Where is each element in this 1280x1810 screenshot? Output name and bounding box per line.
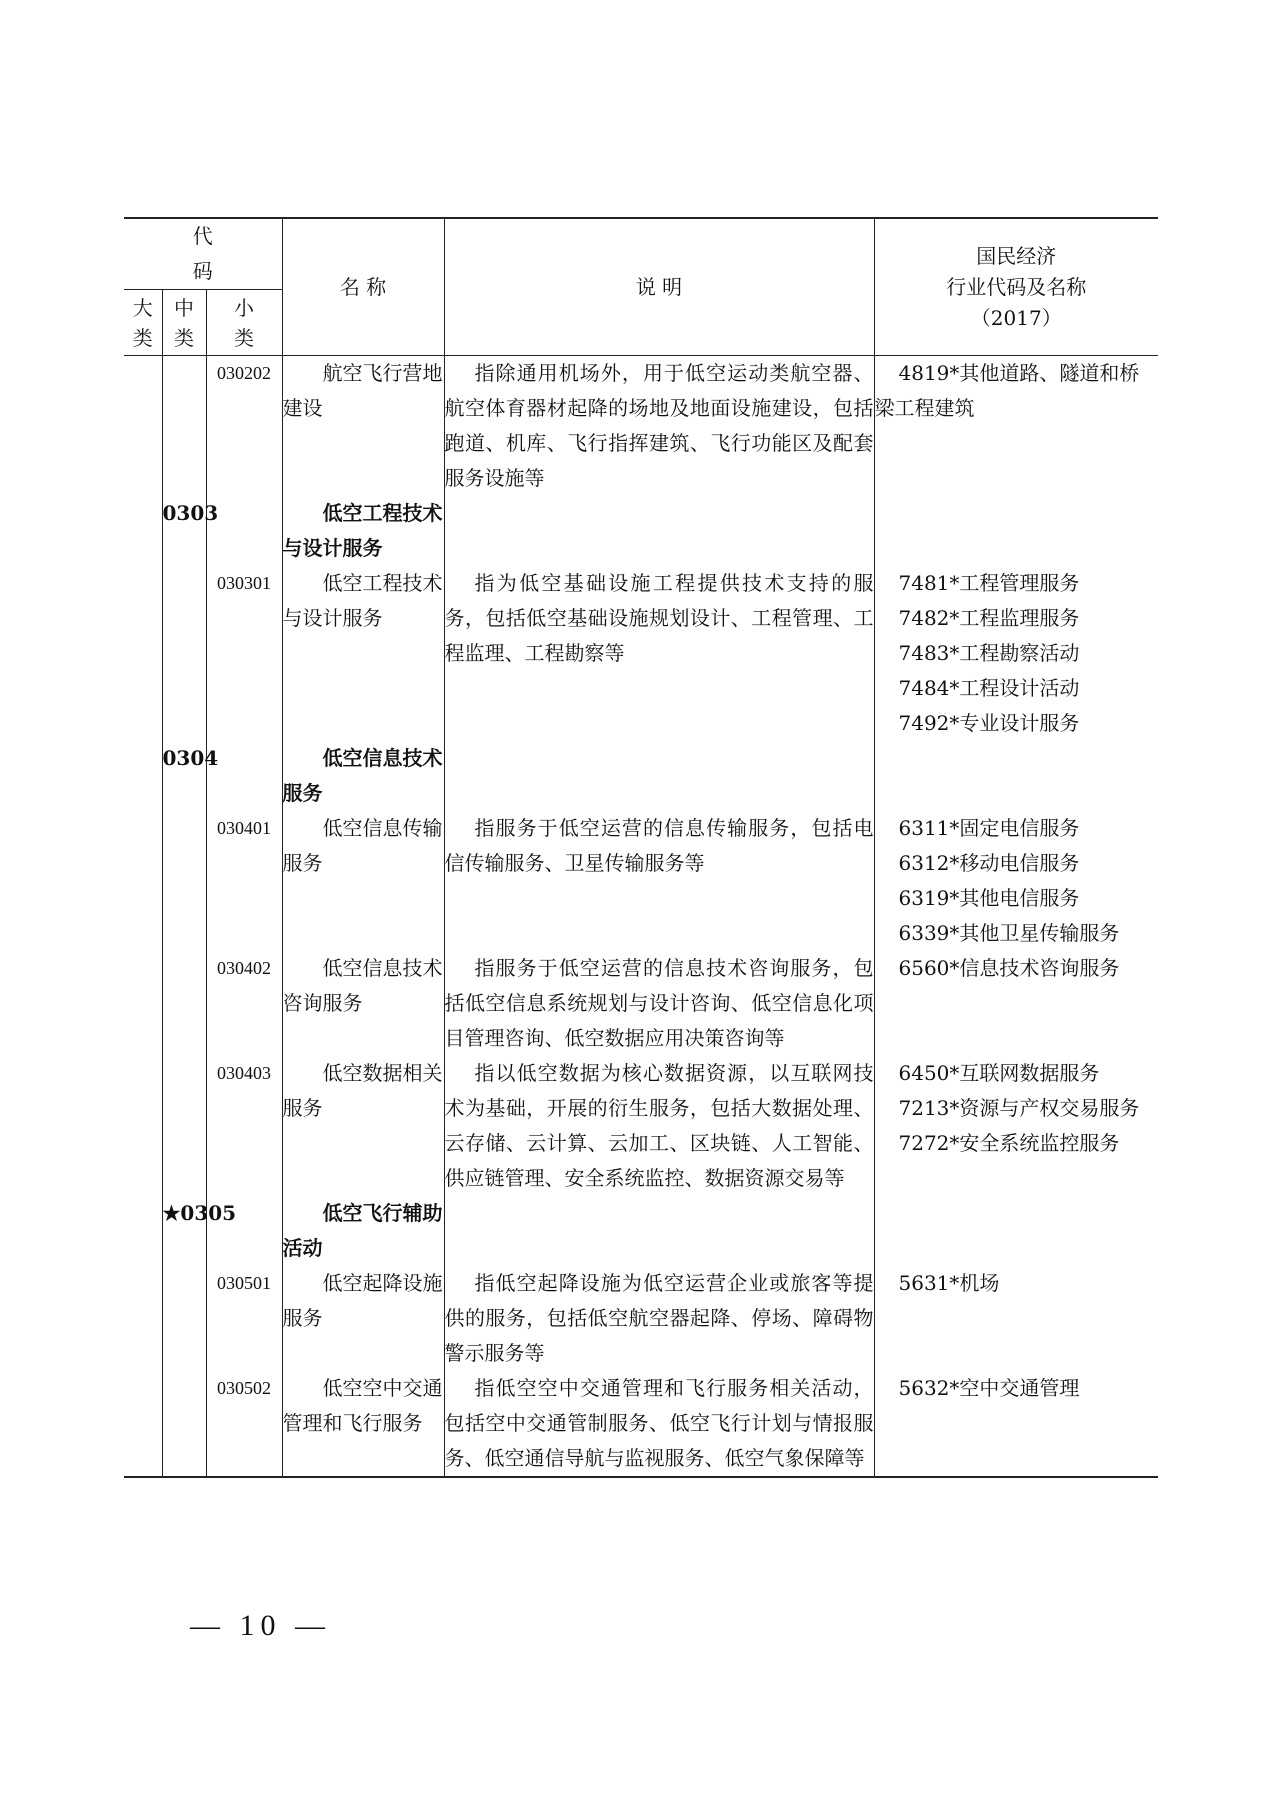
header-code: 代 码 — [124, 218, 282, 290]
econ-code-line: 7213*资源与产权交易服务 — [898, 1096, 1140, 1120]
header-econ-line3: （2017） — [970, 305, 1062, 330]
header-big-category — [124, 290, 162, 356]
cell-small-code: 030301 — [206, 566, 282, 741]
cell-name: 低空空中交通管理和飞行服务 — [282, 1371, 444, 1477]
header-mid-label: 中 类 — [174, 295, 194, 350]
header-econ — [874, 218, 1158, 356]
econ-code-line: 7482*工程监理服务 — [898, 606, 1080, 630]
cell-big-category — [124, 951, 162, 1056]
cell-small-code: 030402 — [206, 951, 282, 1056]
econ-code-line: 6339*其他卫星传输服务 — [898, 921, 1120, 945]
cell-name: 低空信息技术咨询服务 — [282, 951, 444, 1056]
econ-code-line: 6319*其他电信服务 — [898, 886, 1080, 910]
cell-description: 指低空空中交通管理和飞行服务相关活动，包括空中交通管制服务、低空飞行计划与情报服务、低空通信导航与监视服务、低空气象保障等 — [444, 1371, 874, 1477]
cell-mid-code — [162, 566, 206, 741]
cell-big-category — [124, 566, 162, 741]
cell-mid-code — [162, 1371, 206, 1477]
cell-name: 低空信息技术服务 — [282, 741, 444, 811]
header-econ-line2: 行业代码及名称 — [946, 274, 1087, 299]
cell-big-category — [124, 496, 162, 566]
table-body — [124, 356, 1158, 1478]
cell-mid-code: 0303 — [162, 496, 206, 566]
econ-code-line: 7484*工程设计活动 — [898, 676, 1080, 700]
cell-name: 低空数据相关服务 — [282, 1056, 444, 1196]
cell-name: 低空工程技术与设计服务 — [282, 496, 444, 566]
cell-name: 低空飞行辅助活动 — [282, 1196, 444, 1266]
table-row — [124, 496, 1158, 566]
cell-econ-codes — [874, 951, 1158, 1056]
header-name: 名 称 — [282, 218, 444, 356]
econ-code-line: 6312*移动电信服务 — [898, 851, 1080, 875]
header-big-label: 大 类 — [132, 295, 153, 350]
cell-description: 指为低空基础设施工程提供技术支持的服务，包括低空基础设施规划设计、工程管理、工程监理、工程勘察等 — [444, 566, 874, 741]
classification-table — [124, 217, 1158, 1478]
cell-small-code: 030202 — [206, 356, 282, 497]
table-row — [124, 356, 1158, 497]
cell-description — [444, 1196, 874, 1266]
header-econ-line1: 国民经济 — [976, 243, 1057, 268]
cell-name: 航空飞行营地建设 — [282, 356, 444, 497]
table-row — [124, 741, 1158, 811]
cell-mid-code: ★0305 — [162, 1196, 206, 1266]
table-row — [124, 1056, 1158, 1196]
cell-big-category — [124, 741, 162, 811]
cell-description: 指除通用机场外，用于低空运动类航空器、航空体育器材起降的场地及地面设施建设，包括跑道、机库、飞行指挥建筑、飞行功能区及配套服务设施等 — [444, 356, 874, 497]
cell-econ-codes — [874, 741, 1158, 811]
cell-small-code: 030401 — [206, 811, 282, 951]
cell-mid-code — [162, 356, 206, 497]
cell-description — [444, 741, 874, 811]
cell-description: 指服务于低空运营的信息传输服务，包括电信传输服务、卫星传输服务等 — [444, 811, 874, 951]
header-mid-category — [162, 290, 206, 356]
cell-econ-codes — [874, 1371, 1158, 1477]
econ-code-line: 5632*空中交通管理 — [898, 1376, 1080, 1400]
cell-big-category — [124, 1196, 162, 1266]
cell-econ-codes — [874, 1196, 1158, 1266]
cell-description — [444, 496, 874, 566]
econ-code-line: 7481*工程管理服务 — [898, 571, 1080, 595]
cell-mid-code — [162, 811, 206, 951]
cell-big-category — [124, 356, 162, 497]
table-row — [124, 566, 1158, 741]
econ-code-line: 7272*安全系统监控服务 — [898, 1131, 1120, 1155]
header-small-label: 小 类 — [234, 295, 254, 350]
cell-small-code: 030403 — [206, 1056, 282, 1196]
cell-mid-code — [162, 1056, 206, 1196]
table-header — [124, 218, 1158, 356]
table-row — [124, 951, 1158, 1056]
cell-econ-codes — [874, 356, 1158, 497]
cell-econ-codes — [874, 1266, 1158, 1371]
cell-name: 低空起降设施服务 — [282, 1266, 444, 1371]
cell-description: 指低空起降设施为低空运营企业或旅客等提供的服务，包括低空航空器起降、停场、障碍物警示服务等 — [444, 1266, 874, 1371]
table-row — [124, 811, 1158, 951]
cell-description: 指以低空数据为核心数据资源，以互联网技术为基础，开展的衍生服务，包括大数据处理、云存储、云计算、云加工、区块链、人工智能、供应链管理、安全系统监控、数据资源交易等 — [444, 1056, 874, 1196]
page-number: — 10 — — [190, 1609, 331, 1642]
table-row — [124, 1266, 1158, 1371]
cell-mid-code — [162, 951, 206, 1056]
econ-code-line: 5631*机场 — [898, 1271, 1000, 1295]
header-small-category — [206, 290, 282, 356]
econ-code-line: 6560*信息技术咨询服务 — [898, 956, 1120, 980]
header-desc: 说 明 — [444, 218, 874, 356]
cell-name: 低空信息传输服务 — [282, 811, 444, 951]
cell-big-category — [124, 1371, 162, 1477]
cell-econ-codes — [874, 1056, 1158, 1196]
econ-code-line: 7492*专业设计服务 — [898, 711, 1080, 735]
cell-mid-code — [162, 1266, 206, 1371]
table-row — [124, 1371, 1158, 1477]
cell-name: 低空工程技术与设计服务 — [282, 566, 444, 741]
table-row — [124, 1196, 1158, 1266]
econ-code-line: 6450*互联网数据服务 — [898, 1061, 1100, 1085]
cell-big-category — [124, 811, 162, 951]
cell-big-category — [124, 1056, 162, 1196]
econ-code-line: 4819*其他道路、隧道和桥梁工程建筑 — [874, 361, 1140, 420]
cell-small-code: 030502 — [206, 1371, 282, 1477]
cell-econ-codes — [874, 566, 1158, 741]
cell-econ-codes — [874, 496, 1158, 566]
cell-description: 指服务于低空运营的信息技术咨询服务，包括低空信息系统规划与设计咨询、低空信息化项目管理咨询、低空数据应用决策咨询等 — [444, 951, 874, 1056]
cell-big-category — [124, 1266, 162, 1371]
cell-small-code: 030501 — [206, 1266, 282, 1371]
cell-mid-code: 0304 — [162, 741, 206, 811]
econ-code-line: 7483*工程勘察活动 — [898, 641, 1080, 665]
cell-econ-codes — [874, 811, 1158, 951]
econ-code-line: 6311*固定电信服务 — [898, 816, 1080, 840]
